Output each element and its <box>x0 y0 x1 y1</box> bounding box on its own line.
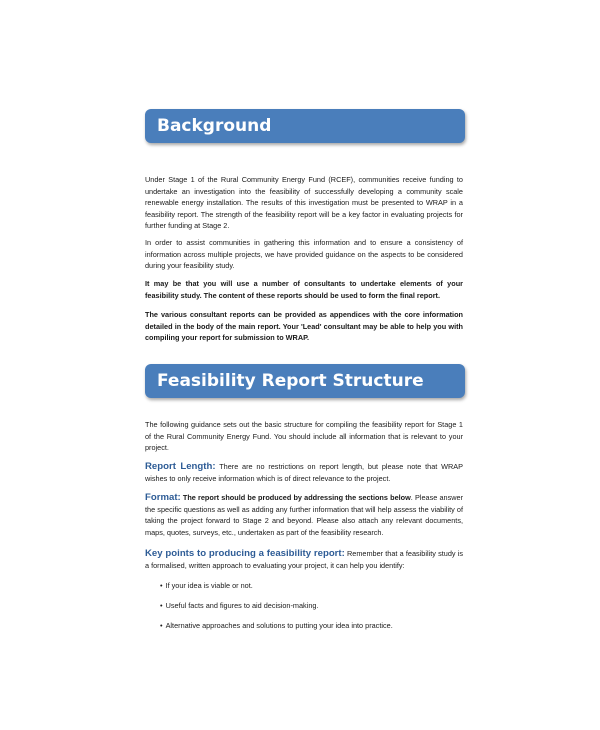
list-item: • Alternative approaches and solutions to putting your idea into practice. <box>160 620 393 632</box>
list-item: • Useful facts and figures to aid decision-making. <box>160 600 318 612</box>
background-paragraph-3: It may be that you will use a number of consultants to undertake elements of your feasibility study. The content of these reports should be used to form the final report. <box>145 279 463 300</box>
background-paragraph-2: In order to assist communities in gathering this information and to ensure a consistency of information across multiple projects, we have provided guidance on the aspects to be considered during your feasibility study. <box>145 238 463 271</box>
format-label: Format: <box>145 492 181 503</box>
format-bold-text: The report should be produced by addressing the sections below <box>180 493 411 502</box>
section-heading-background: Background <box>145 109 465 143</box>
list-item: • If your idea is viable or not. <box>160 580 253 592</box>
format-paragraph <box>145 492 463 538</box>
background-paragraph-4: The various consultant reports can be provided as appendices with the core information detailed in the body of the main report. Your 'Lead' consultant may be able to help you with compiling your report for submission to WRAP. <box>145 310 463 343</box>
key-points-label: Key points to producing a feasibility report: <box>145 548 345 559</box>
format-text: . Please answer the specific questions as well as adding any further information that will help assess the viability of taking the project forward to Stage 2 and beyond. Please also attach any relevant documents, maps, quotes, surveys, etc., undertaken as part of the feasibility research. <box>145 493 463 537</box>
structure-intro-paragraph: The following guidance sets out the basic structure for compiling the feasibility report for Stage 1 of the Rural Community Energy Fund. You should include all information that is relevant to your project. <box>145 420 463 453</box>
report-length-label: Report Length: <box>145 461 216 472</box>
key-points-text: Remember that a feasibility study is a formalised, written approach to evaluating your project, it can help you identify: <box>145 549 463 570</box>
report-length-text: There are no restrictions on report length, but please note that WRAP wishes to only receive information which is of direct relevance to the project. <box>145 462 463 483</box>
report-length-paragraph <box>145 461 463 484</box>
section-heading-report-structure: Feasibility Report Structure <box>145 364 465 398</box>
key-points-paragraph <box>145 548 463 571</box>
background-paragraph-1: Under Stage 1 of the Rural Community Energy Fund (RCEF), communities receive funding to undertake an investigation into the feasibility of successfully developing a community scale renewable energy installation. The results of this investigation must be presented to WRAP in a feasibility report. The strength of the feasibility report will be a key factor in evaluating projects for further funding at Stage 2. <box>145 175 463 231</box>
